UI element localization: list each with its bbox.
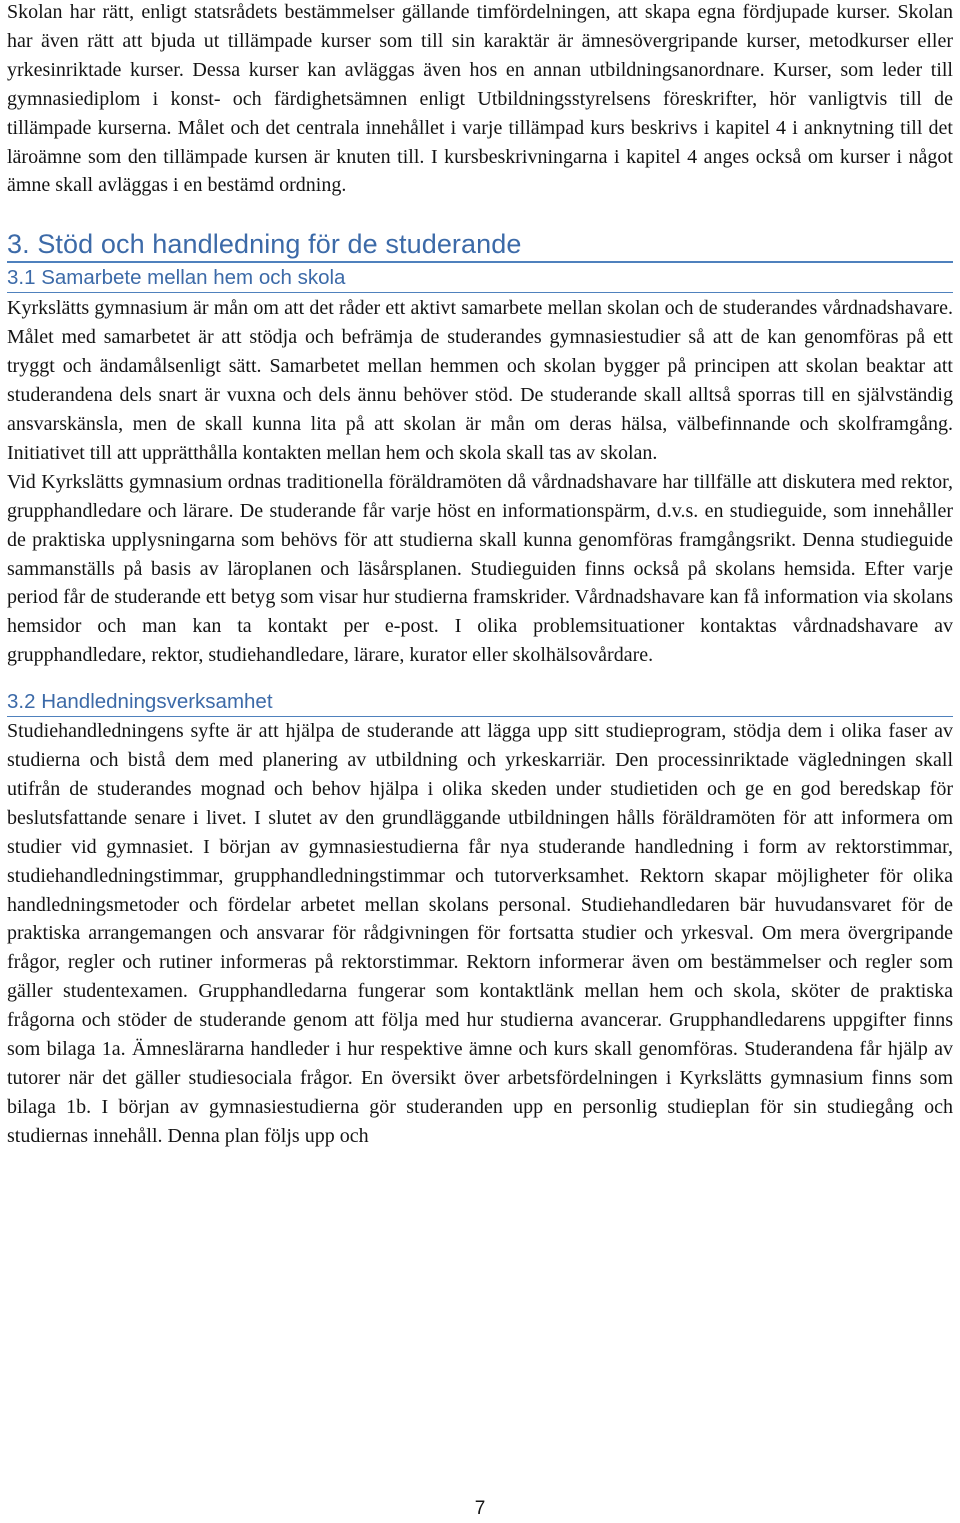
section-3-2-heading: 3.2 Handledningsverksamhet [7, 690, 273, 714]
section-3-1-body [7, 294, 953, 670]
document-page [7, 0, 953, 1151]
page-number: 7 [474, 1498, 486, 1519]
section-3-1-heading: 3.1 Samarbete mellan hem och skola [7, 266, 346, 290]
section-3-1-paragraph-1: Kyrkslätts gymnasium är mån om att det råder ett aktivt samarbete mellan skolan och de studerandes vårdnadshavare. Målet med samarbetet är att stödja och befrämja de studerandes gymnasiestudier så att de kan genomföras på ett tryggt och ändamålsenligt sätt. Samarbetet mellan hemmen och skolan bygger på principen att skolan beaktar att studerandena dels snart är vuxna och dels ännu behöver stöd. De studerande skall alltså sporras till en självständig ansvarskänsla, men de skall kunna lita på att skolan är mån om deras hälsa, välbefinnande och skolframgång. Initiativet till att upprätthålla kontakten mellan hem och skola skall tas av skolan. [7, 297, 953, 464]
section-3-heading: 3. Stöd och handledning för de studerande [7, 229, 522, 260]
section-3-1-heading-rule [7, 292, 953, 293]
section-3-2-paragraph: Studiehandledningens syfte är att hjälpa de studerande att lägga upp sitt studieprogram, stödja dem i olika faser av studierna och bistå dem med planering av utbildning och yrkeskarriär. Den processinriktade vägledningen skall utifrån de studerandes mognad och behov hjälpa i olika skeden under studietiden och ge en god beredskap för beslutsfattande senare i livet. I slutet av den grundläggande utbildningen hålls föräldramöten för att informera om studier vid gymnasiet. I början av gymnasiestudierna får nya studerande handledning i form av rektorstimmar, studiehandledningstimmar, grupphandledningstimmar och tutorverksamhet. Rektorn skapar möjligheter för olika handledningsmetoder och fördelar arbetet mellan skolans personal. Studiehandledaren bär huvudansvaret för de praktiska arrangemangen och ansvarar för rådgivningen för fortsatta studier och yrkesval. Om mera övergripande frågor, regler och rutiner informeras på rektorstimmar. Rektorn informerar även om bestämmelser och regler som gäller studentexamen. Grupphandledarna fungerar som kontaktlänk mellan hem och skola, sköter de praktiska frågorna och stöder de studerande genom att följa med hur studierna avancerar. Grupphandledarens uppgifter finns som bilaga 1a. Ämneslärarna handleder i hur respektive ämne och kurs skall genomföras. Studerandena får hjälp av tutorer när det gäller studiesociala frågor. En översikt över arbetsfördelningen i Kyrkslätts gymnasium finns som bilaga 1b. I början av gymnasiestudierna gör studeranden upp en personlig studieplan för sin studiegång och studiernas innehåll. Denna plan följs upp och [7, 720, 953, 1147]
intro-paragraph: Skolan har rätt, enligt statsrådets bestämmelser gällande timfördelningen, att skapa egna fördjupade kurser. Skolan har även rätt att bjuda ut tillämpade kurser som till sin karaktär är ämnesövergripande kurser, metodkurser eller yrkesinriktade kurser. Dessa kurser kan avläggas även hos en annan utbildningsanordnare. Kurser, som leder till gymnasiediplom i konst- och färdighetsämnen enligt Utbildningsstyrelsens föreskrifter, hör vanligtvis till de tillämpade kurserna. Målet och det centrala innehållet i varje tillämpad kurs beskrivs i kapitel 4 i anknytning till det läroämne som den tillämpade kursen är knuten till. I kursbeskrivningarna i kapitel 4 anges också om kurser i något ämne skall avläggas i en bestämd ordning. [7, 1, 953, 197]
section-3-1-paragraph-2: Vid Kyrkslätts gymnasium ordnas traditionella föräldramöten då vårdnadshavare har tillfälle att diskutera med rektor, grupphandledare och lärare. De studerande får varje höst en informationspärm, d.v.s. en studieguide, som innehåller de praktiska upplysningarna som behövs för att studierna skall kunna genomföras framgångsrikt. Denna studieguide sammanställs på basis av läroplanen och läsårsplanen. Studieguiden finns också på skolans hemsida. Efter varje period får de studerande ett betyg som visar hur studierna framskrider. Vårdnadshavare kan få information via skolans hemsidor och man kan ta kontakt per e-post. I olika problemsituationer kontaktas vårdnadshavare av grupphandledare, rektor, studiehandledare, lärare, kurator eller skolhälsovårdare. [7, 470, 953, 667]
